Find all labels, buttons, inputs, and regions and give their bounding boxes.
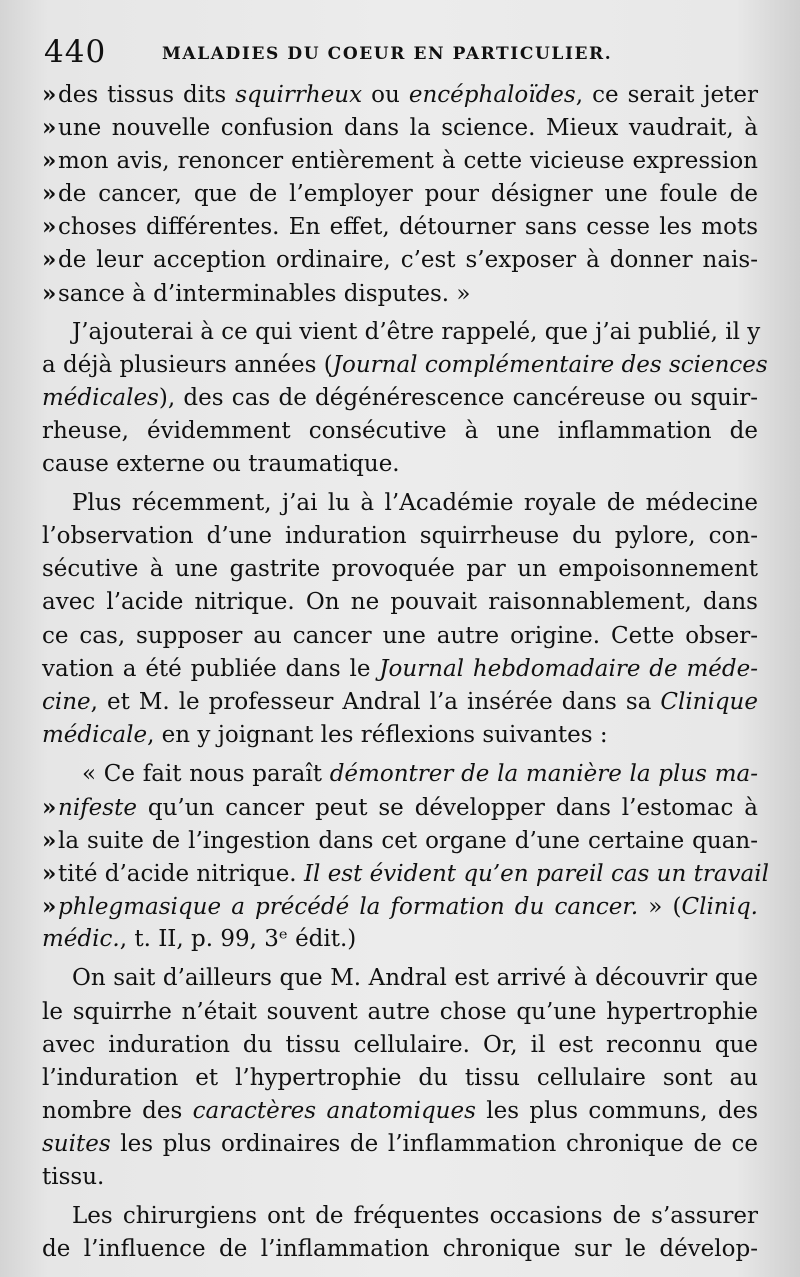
text-line [42, 653, 758, 686]
quote-marker: » [42, 893, 57, 921]
text-segment: l’induration et l’hypertrophie du tissu cellulaire sont au [42, 1064, 758, 1091]
paragraph [42, 78, 758, 310]
text-line [42, 719, 758, 752]
text-line [42, 553, 758, 586]
italic-text: Il est évident qu’en pareil cas un travail [303, 861, 769, 888]
text-segment: , t. II, p. 99, 3ᵉ édit.) [119, 926, 357, 953]
quote-marker: » [42, 147, 57, 175]
text-segment: mon avis, renoncer entièrement à cette vicieuse expression [58, 148, 758, 175]
text-segment: de leur acception ordinaire, c’est s’exposer à donner nais- [58, 247, 758, 274]
text-segment: choses différentes. En effet, détourner sans cesse les mots [58, 214, 758, 241]
text-segment: une nouvelle confusion dans la science. Mieux vaudrait, à [58, 115, 758, 142]
text-line [42, 857, 769, 890]
text-segment: » ( [638, 894, 682, 921]
text-segment: Les chirurgiens ont de fréquentes occasions de s’assurer [72, 1203, 758, 1230]
text-line [42, 962, 758, 995]
text-segment: , et M. le professeur Andral l’a insérée dans sa [90, 688, 661, 715]
text-segment: ), des cas de dégénérescence cancéreuse ou squir- [158, 384, 758, 411]
italic-text: démontrer de la manière la plus ma- [329, 760, 758, 787]
text-segment: J’ajouterai à ce qui vient d’être rappelé, que j’ai publié, il y [72, 318, 761, 345]
quote-marker: » [42, 860, 57, 888]
text-segment: qu’un cancer peut se développer dans l’estomac à [136, 794, 758, 821]
text-line [42, 620, 758, 653]
italic-text: médic. [42, 926, 120, 953]
text-line [42, 177, 758, 210]
text-segment: , ce serait jeter [575, 82, 758, 108]
paragraph [42, 487, 758, 752]
text-line [42, 111, 758, 144]
quote-marker: » [42, 246, 57, 274]
text-line [42, 243, 758, 276]
text-line [42, 1095, 758, 1128]
text-segment: « Ce fait nous paraît [82, 760, 330, 787]
text-segment: On sait d’ailleurs que M. Andral est arrivé à découvrir que [72, 965, 758, 992]
text-line [42, 890, 758, 923]
text-line [42, 520, 758, 553]
text-segment: , en y joignant les réflexions suivantes : [147, 721, 608, 748]
quote-marker: » [42, 81, 57, 108]
page-header [44, 34, 756, 74]
italic-text: Cliniq. [681, 894, 758, 921]
text-segment: l’observation d’une induration squirrheuse du pylore, con- [42, 523, 758, 550]
text-segment: de l’influence de l’inflammation chronique sur le dévelop- [42, 1236, 758, 1263]
text-line [42, 824, 758, 857]
text-line [42, 487, 758, 520]
running-title: MALADIES DU COEUR EN PARTICULIER. [162, 44, 613, 64]
text-line [42, 349, 768, 382]
italic-text: médicale [42, 721, 148, 748]
quote-marker: » [42, 114, 57, 142]
italic-text: encéphaloïdes [408, 82, 576, 108]
page-number: 440 [44, 34, 107, 70]
italic-text: Journal hebdomadaire de méde- [379, 655, 758, 682]
italic-text: phlegmasique a précédé la formation du cancer. [58, 894, 639, 921]
text-line [42, 1128, 758, 1161]
text-segment: tissu. [42, 1164, 105, 1190]
quote-marker: » [42, 827, 57, 855]
text-segment: ou [362, 82, 409, 108]
italic-text: Clinique [660, 688, 758, 715]
text-line [42, 382, 758, 415]
text-segment: des tissus dits [58, 82, 236, 108]
text-segment: nombre des [42, 1097, 193, 1124]
text-line [42, 1200, 758, 1233]
paragraph [42, 1200, 758, 1266]
text-segment: avec induration du tissu cellulaire. Or, il est reconnu que [42, 1031, 758, 1058]
text-segment: sécutive à une gastrite provoquée par un empoisonnement [42, 556, 758, 583]
text-line [42, 144, 758, 177]
italic-text: suites [42, 1130, 111, 1157]
text-segment: sance à d’interminables disputes. » [58, 280, 471, 307]
quote-marker: » [42, 180, 57, 208]
text-segment: la suite de l’ingestion dans cet organe d’une certaine quan- [58, 828, 758, 855]
text-line [42, 1233, 758, 1266]
paragraph [42, 962, 758, 1194]
text-line [42, 277, 758, 310]
text-line [42, 78, 758, 111]
text-segment: les plus communs, des [475, 1097, 759, 1124]
text-segment: ce cas, supposer au cancer une autre origine. Cette obser- [42, 622, 758, 649]
text-line [42, 996, 758, 1029]
italic-text: nifeste [58, 794, 137, 821]
text-segment: les plus ordinaires de l’inflammation chronique de ce [110, 1130, 758, 1157]
quote-marker: » [42, 793, 57, 821]
italic-text: squirrheux [235, 82, 363, 108]
italic-text: médicales [42, 384, 159, 411]
paragraph [42, 316, 768, 481]
text-line [42, 1029, 758, 1062]
text-line [42, 415, 758, 448]
text-line [42, 586, 758, 619]
text-segment: vation a été publiée dans le [42, 655, 380, 682]
text-segment: Plus récemment, j’ai lu à l’Académie royale de médecine [72, 490, 758, 517]
text-segment: tité d’acide nitrique. [58, 861, 304, 888]
quote-marker: » [42, 279, 57, 307]
text-segment: rheuse, évidemment consécutive à une inflammation de [42, 417, 758, 444]
text-line [42, 758, 758, 791]
italic-text: cine [42, 688, 91, 715]
text-line [42, 791, 758, 824]
text-line [42, 210, 758, 243]
italic-text: Journal complémentaire des sciences [332, 351, 768, 378]
quote-marker: » [42, 213, 57, 241]
text-line [42, 448, 758, 481]
body-text [42, 78, 769, 1266]
text-segment: de cancer, que de l’employer pour désigner une foule de [58, 181, 758, 208]
text-line [42, 1062, 758, 1095]
text-segment: a déjà plusieurs années ( [42, 351, 333, 378]
italic-text: caractères anatomiques [192, 1097, 476, 1124]
text-line [42, 686, 758, 719]
text-line [42, 1161, 758, 1194]
text-segment: le squirrhe n’était souvent autre chose qu’une hypertrophie [42, 998, 758, 1025]
text-segment: avec l’acide nitrique. On ne pouvait raisonnablement, dans [42, 589, 758, 616]
paragraph [42, 758, 769, 957]
text-line [42, 923, 758, 956]
text-line [42, 316, 761, 349]
text-segment: cause externe ou traumatique. [42, 451, 400, 478]
